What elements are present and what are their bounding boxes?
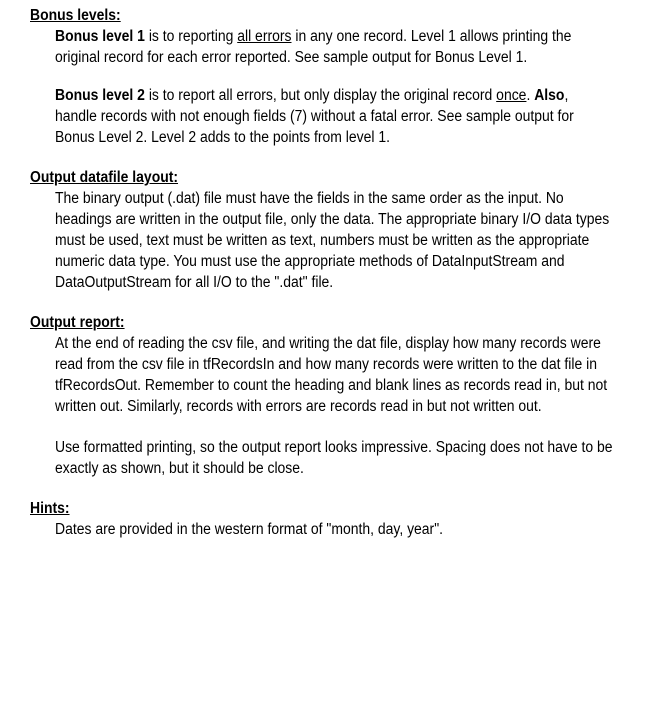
once-emphasis: once: [496, 87, 527, 104]
bonus-level-1-text-a: is to reporting: [144, 28, 238, 45]
output-datafile-layout-paragraph: The binary output (.dat) file must have the fields in the same order as the input. No headings are written in the output file, only the data. The appropriate binary I/O data types must be used, text must be written as text, numbers must be written as the appropriate numeric data type. You must use the appropriate methods of DataInputStream and DataOutputStream for all I/O to the ".dat" file.: [55, 190, 610, 291]
bonus-levels-heading: Bonus levels:: [30, 7, 121, 24]
output-report-heading: Output report:: [30, 314, 125, 331]
also-emphasis: Also: [534, 87, 565, 104]
bonus-level-2-text-b: .: [526, 87, 535, 104]
bonus-level-2-text-c: , handle records with not enough fields (7) without a fatal error. See sample output for Bonus Level 2. Level 2 adds to the points from level 1.: [55, 87, 574, 146]
bonus-level-1-label: Bonus level 1: [55, 28, 145, 45]
all-errors-emphasis: all errors: [237, 28, 292, 45]
bonus-level-2-label: Bonus level 2: [55, 87, 145, 104]
bonus-level-1-text-b: in any one record. Level 1 allows printing the original record for each error reported. See sample output for Bonus Level 1.: [55, 28, 572, 66]
bonus-level-2-text-a: is to report all errors, but only display the original record: [144, 87, 497, 104]
output-datafile-layout-heading: Output datafile layout:: [30, 169, 179, 186]
output-report-paragraph-1: At the end of reading the csv file, and writing the dat file, display how many records were read from the csv file in tfRecordsIn and how many records were written to the dat file in tfRecordsOut. Remember to count the heading and blank lines as records read in, but not written out. Similarly, records with errors are records read in but not written out.: [55, 335, 608, 415]
hints-heading: Hints:: [30, 500, 70, 517]
output-report-paragraph-2: Use formatted printing, so the output report looks impressive. Spacing does not have to be exactly as shown, but it should be close.: [55, 439, 613, 477]
bonus-level-1-paragraph: [55, 26, 613, 68]
hints-paragraph: Dates are provided in the western format of "month, day, year".: [55, 521, 444, 538]
bonus-level-2-paragraph: [55, 85, 613, 148]
